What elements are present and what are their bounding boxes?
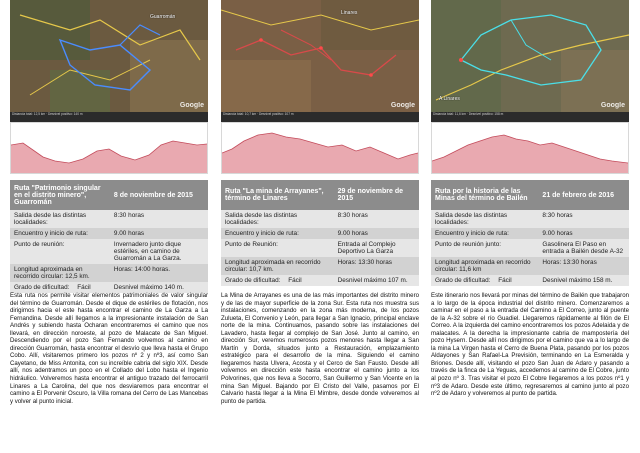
difficulty-value: Fácil bbox=[288, 277, 302, 284]
info-label: Salida desde las distintas localidades: bbox=[10, 210, 110, 228]
satellite-map bbox=[221, 0, 419, 112]
route-title: Ruta "La mina de Arrayanes", término de Linares bbox=[221, 180, 334, 210]
info-label: Longitud aproximada en recorrido circular: 12,5 km. bbox=[10, 264, 110, 282]
elevation-profile bbox=[431, 122, 629, 174]
info-value: Entrada al Complejo Deportivo La Garza bbox=[334, 239, 419, 257]
info-label: Salida desde las distintas localidades: bbox=[221, 210, 334, 228]
info-label: Punto de Reunión: bbox=[221, 239, 334, 257]
info-label: Punto de reunión junto: bbox=[431, 239, 538, 257]
info-value: 9.00 horas bbox=[110, 228, 208, 239]
route-title: Ruta por la historia de las Minas del término de Bailén bbox=[431, 180, 538, 210]
route-info-table bbox=[431, 180, 629, 286]
info-value: 8:30 horas bbox=[538, 210, 629, 228]
info-label: Punto de reunión: bbox=[10, 239, 110, 264]
info-value: Horas: 13:30 horas bbox=[334, 257, 419, 275]
map-provider-logo: Google bbox=[600, 102, 625, 109]
difficulty-value: Fácil bbox=[498, 277, 512, 284]
route-description: La Mina de Arrayanes es una de las más importantes del distrito minero y de las de mayor superficie de la zona Sur. Esta ruta nos muestra sus instalaciones, comenzando en la zona más moderna, de los pozos Zulueta, El Convenio y León, para llegar a San Ignacio, principal enclave norte de la mina. Continuamos, pasando sobre las instalaciones del Lavadero, hasta llegar al complejo de San José. Junto al camino, en dirección Sur, veremos numerosos pozos menores hasta llegar a San Martín y Dorda, situados junto a Restauración, emplazamiento estratégico para el desarrollo de la mina. Siguiendo el camino llegaremos hasta Ulvera, Acosta y el Cerco de San Fausto. Desde allí volvemos en dirección este hasta encontrar el camino junto a los Polvorines, que nos lleva a Socorro, San Guillermo y San Vicente en la mina San Miguel. Bajando por El Cristo del Valle, pasamos por El Calvario hasta llegar a la Mina El Mimbre, desde donde volveremos al punto de partida. bbox=[221, 292, 419, 405]
route-date: 21 de febrero de 2016 bbox=[538, 180, 629, 210]
satellite-map bbox=[10, 0, 208, 112]
elevation-profile bbox=[10, 122, 208, 174]
route-column-bailen bbox=[431, 0, 629, 453]
route-column-guarroman bbox=[10, 0, 208, 453]
route-map bbox=[221, 0, 419, 112]
route-stats-bar: Distancia total: 12,5 km · Desnivel positivo: 140 m bbox=[10, 112, 208, 122]
info-label: Encuentro y inicio de ruta: bbox=[10, 228, 110, 239]
info-label: Longitud aproximada en recorrido circular: 11,6 km bbox=[431, 257, 538, 275]
info-label: Longitud aproximada en recorrido circular: 10,7 km. bbox=[221, 257, 334, 275]
info-value: 9.00 horas bbox=[334, 228, 419, 239]
info-label: Grado de dificultad: Fácil bbox=[221, 275, 334, 286]
route-title: Ruta "Patrimonio singular en el distrito minero", Guarromán bbox=[10, 180, 110, 210]
route-date: 8 de noviembre de 2015 bbox=[110, 180, 208, 210]
route-date: 29 de noviembre de 2015 bbox=[334, 180, 419, 210]
map-place-label: Guarromán bbox=[150, 14, 176, 20]
difficulty-value: Fácil bbox=[77, 284, 91, 291]
info-value: 9.00 horas bbox=[538, 228, 629, 239]
info-label: Encuentro y inicio de ruta: bbox=[431, 228, 538, 239]
info-value: Horas: 14:00 horas. bbox=[110, 264, 208, 282]
elevation-profile bbox=[221, 122, 419, 174]
info-label: Encuentro y inicio de ruta: bbox=[221, 228, 334, 239]
info-value: Horas: 13:30 horas bbox=[538, 257, 629, 275]
map-place-label: Linares bbox=[341, 10, 358, 16]
route-map bbox=[431, 0, 629, 112]
route-info-table bbox=[10, 180, 208, 293]
info-value: Gasolinera El Paso en entrada a Bailén desde A-32 bbox=[538, 239, 629, 257]
info-value: Invernadero junto dique estériles, en camino de Guarromán a La Garza. bbox=[110, 239, 208, 264]
route-column-linares bbox=[221, 0, 419, 453]
max-elevation: Desnivel máximo 158 m. bbox=[538, 275, 629, 286]
route-description: Esta ruta nos permite visitar elementos patrimoniales de valor singular del término de Guarromán. Desde el dique de estériles de flotación, nos dirigimos hacia el este hasta encontrar el camino de La Garza a La Fernandina. Desde allí llegamos a la impresionante instalación de San Andrés y subiendo hasta Ocharan encontraremos el camino que nos llevará, en dirección noroeste, al pozo de Malacate de San Miguel. Descendiendo por el pozo San Fernando volvemos al camino en dirección Guarromán, hasta encontrar el desvío que lleva hasta el Grupo Cobo. Allí, visitaremos primero los pozos nº 2 y nº3, así como San Cayetano, de Miss Antonita, con su increíble cabria del siglo XIX. Desde allí, nos adentramos un poco en el Collado del Lobo hasta el Ingenio hidráulico. Volveremos hasta encontrar el antiguo trazado del ferrocarril Linares a La Carolina, del que nos desviaremos para encontrar el camino a El Porvenir Oscuro, la Villa romana del Cerro de Las Mancebas y volver al punto inicial. bbox=[10, 292, 208, 405]
route-description: Este itinerario nos llevará por minas del término de Bailén que trabajaron a lo largo de la época industrial del distrito minero. Comenzaremos a caminar en el paso a la entrada del Camino a El Correo, junto al puente de la A-32 sobre el río Guadiel. Llegaremos rápidamente al filón de El Correo. A la izquierda del camino encontraremos los pozos Adelaida y de malacates. A la derecha la impresionante cabria de mampostería del pozo Hysern. Desde allí nos dirigimos por el camino que va a lo largo de la mina La Virgen hasta el Cerro de Buena Plata, pasando por los pozos Aldayones y San Rafael-La Previsión, terminando en La Esmeralda y Briones. Desde allí, visitando el pozo San Juan de Adaro y pasando a través de la finca de La Yeguas, accedemos al camino de El Cobre, junto al pozo nº 3. Tras visitar el pozo El Cobre llegaremos a los pozos nº1 y nº3 de Adaro. Desde este último, regresaremos al camino junto al pozo nº2 de Adaro y volveremos al punto de partida. bbox=[431, 292, 629, 398]
info-value: 8:30 horas bbox=[110, 210, 208, 228]
max-elevation: Desnivel máximo 140 m. bbox=[110, 282, 208, 293]
route-map bbox=[10, 0, 208, 112]
route-stats-bar: Distancia total: 11,6 km · Desnivel positivo: 158 m bbox=[431, 112, 629, 122]
info-label: Salida desde las distintas localidades: bbox=[431, 210, 538, 228]
map-place-label: A Linares bbox=[439, 96, 460, 102]
route-info-table bbox=[221, 180, 419, 286]
info-value: 8:30 horas bbox=[334, 210, 419, 228]
map-provider-logo: Google bbox=[390, 102, 415, 109]
max-elevation: Desnivel máximo 107 m. bbox=[334, 275, 419, 286]
satellite-map bbox=[431, 0, 629, 112]
info-label: Grado de dificultad: Fácil bbox=[10, 282, 110, 293]
map-provider-logo: Google bbox=[179, 102, 204, 109]
info-label: Grado de dificultad: Fácil bbox=[431, 275, 538, 286]
route-stats-bar: Distancia total: 10,7 km · Desnivel positivo: 107 m bbox=[221, 112, 419, 122]
